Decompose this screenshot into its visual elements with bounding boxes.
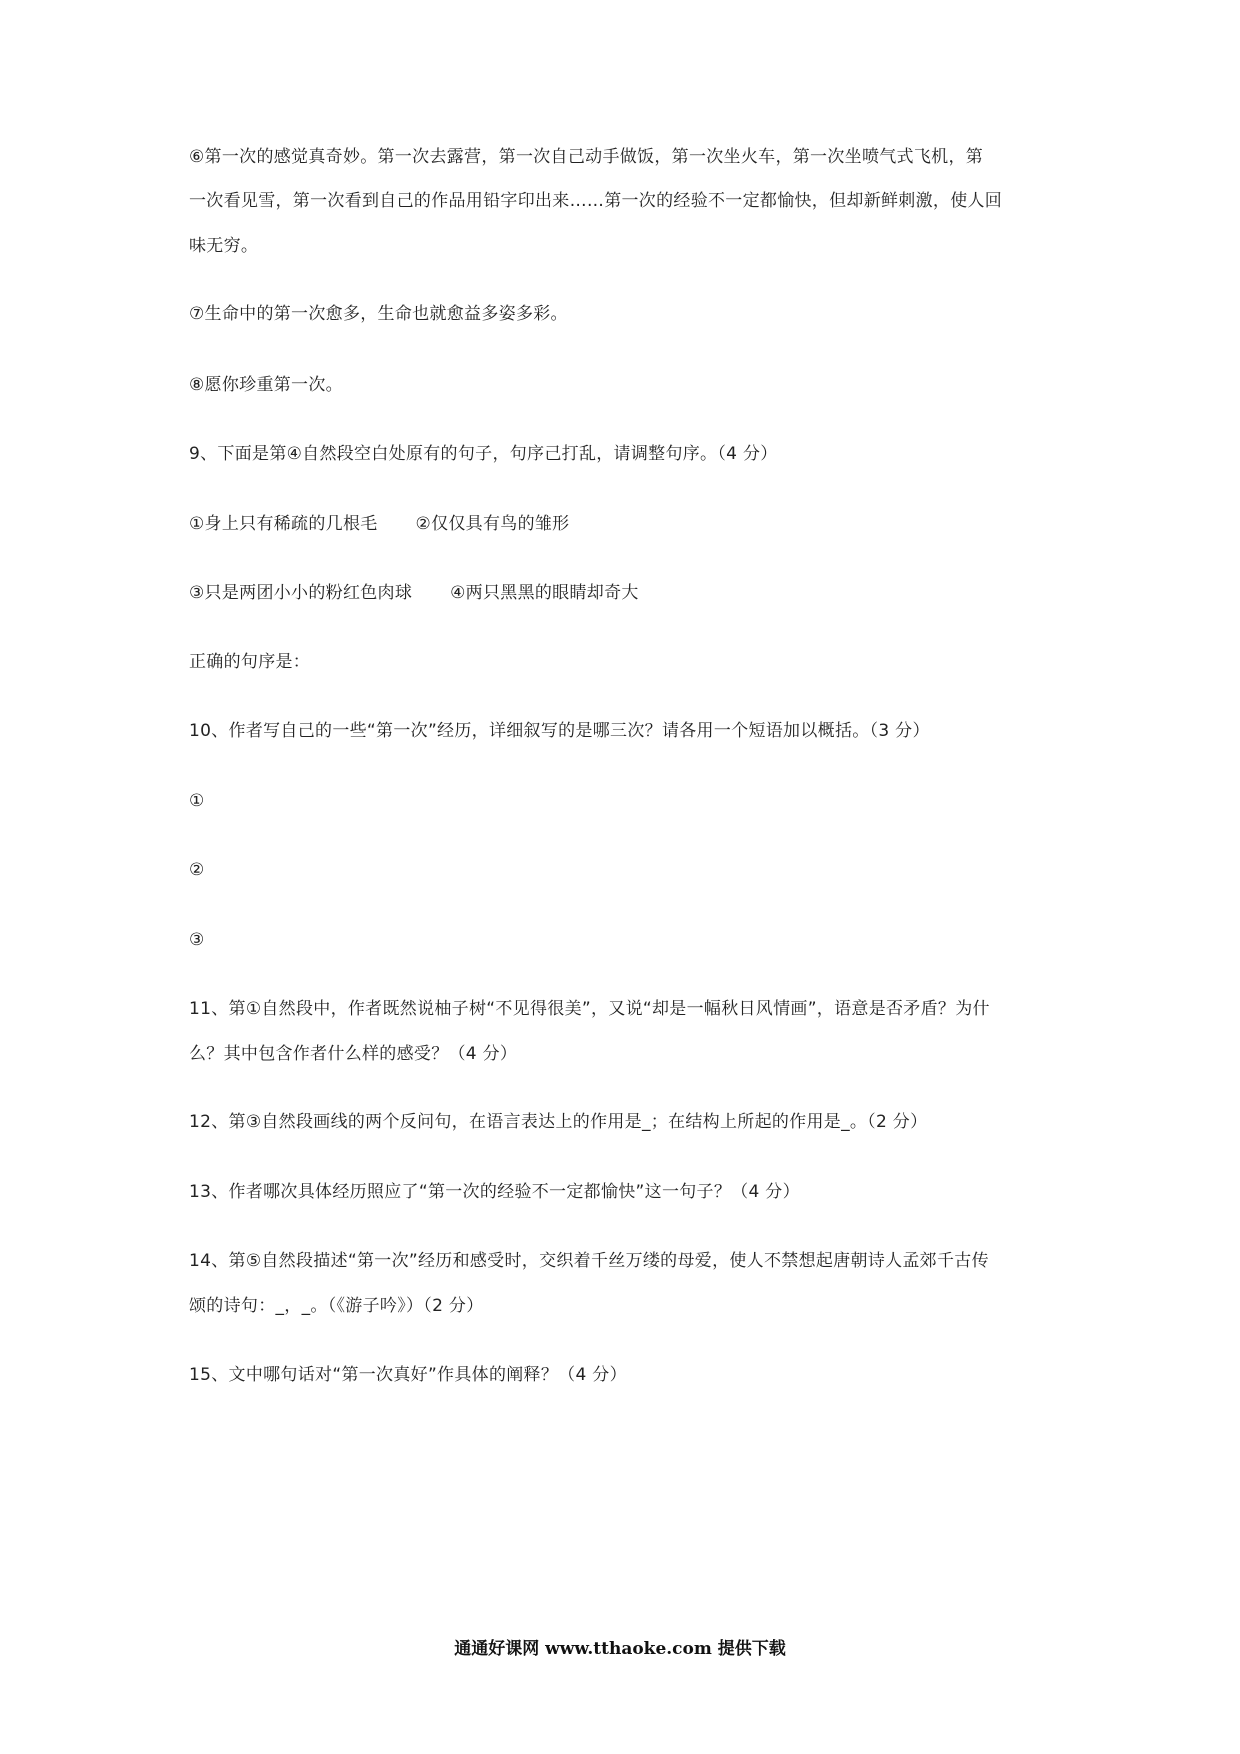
question-11-line-2: 么？其中包含作者什么样的感受？（4 分） (189, 1044, 518, 1064)
question-9-option-4: ④两只黑黑的眼睛却奇大 (450, 583, 639, 603)
paragraph-6-line-1: ⑥第一次的感觉真奇妙。第一次去露营，第一次自己动手做饭，第一次坐火车，第一次坐喷气式飞机，第 (189, 147, 984, 167)
question-12: 12、第③自然段画线的两个反问句，在语言表达上的作用是_；在结构上所起的作用是_。（2 分） (189, 1112, 928, 1132)
question-15: 15、文中哪句话对“第一次真好”作具体的阐释？（4 分） (189, 1365, 627, 1385)
footer-source-text: 通通好课网 www.tthaoke.com 提供下载 (454, 1639, 786, 1659)
question-9-answer-label: 正确的句序是： (189, 652, 311, 672)
question-10-answer-3: ③ (189, 930, 205, 950)
question-9: 9、下面是第④自然段空白处原有的句子，句序己打乱，请调整句序。（4 分） (189, 444, 778, 464)
question-10-answer-2: ② (189, 860, 205, 880)
paragraph-7: ⑦生命中的第一次愈多，生命也就愈益多姿多彩。 (189, 304, 568, 324)
question-14-line-2: 颂的诗句：_，_。（《游子吟》）（2 分） (189, 1296, 484, 1316)
question-13: 13、作者哪次具体经历照应了“第一次的经验不一定都愉快”这一句子？（4 分） (189, 1182, 800, 1202)
question-10: 10、作者写自己的一些“第一次”经历，详细叙写的是哪三次？请各用一个短语加以概括。（3 分） (189, 721, 930, 741)
question-10-answer-1: ① (189, 791, 205, 811)
paragraph-8: ⑧愿你珍重第一次。 (189, 375, 343, 395)
paragraph-6-line-2: 一次看见雪，第一次看到自己的作品用铅字印出来……第一次的经验不一定都愉快，但却新鲜刺激，使人回 (189, 191, 1003, 211)
question-9-option-2: ②仅仅具有鸟的雏形 (415, 514, 570, 534)
question-9-option-3: ③只是两团小小的粉红色肉球 (189, 583, 413, 603)
question-11-line-1: 11、第①自然段中，作者既然说柚子树“不见得很美”，又说“却是一幅秋日风情画”，语意是否矛盾？为什 (189, 999, 990, 1019)
paragraph-6-line-3: 味无穷。 (189, 236, 259, 256)
question-14-line-1: 14、第⑤自然段描述“第一次”经历和感受时，交织着千丝万缕的母爱，使人不禁想起唐朝诗人孟郊千古传 (189, 1251, 989, 1271)
question-9-option-1: ①身上只有稀疏的几根毛 (189, 514, 378, 534)
question-9-options-row-1 (189, 512, 570, 536)
question-9-options-row-2 (189, 581, 639, 605)
